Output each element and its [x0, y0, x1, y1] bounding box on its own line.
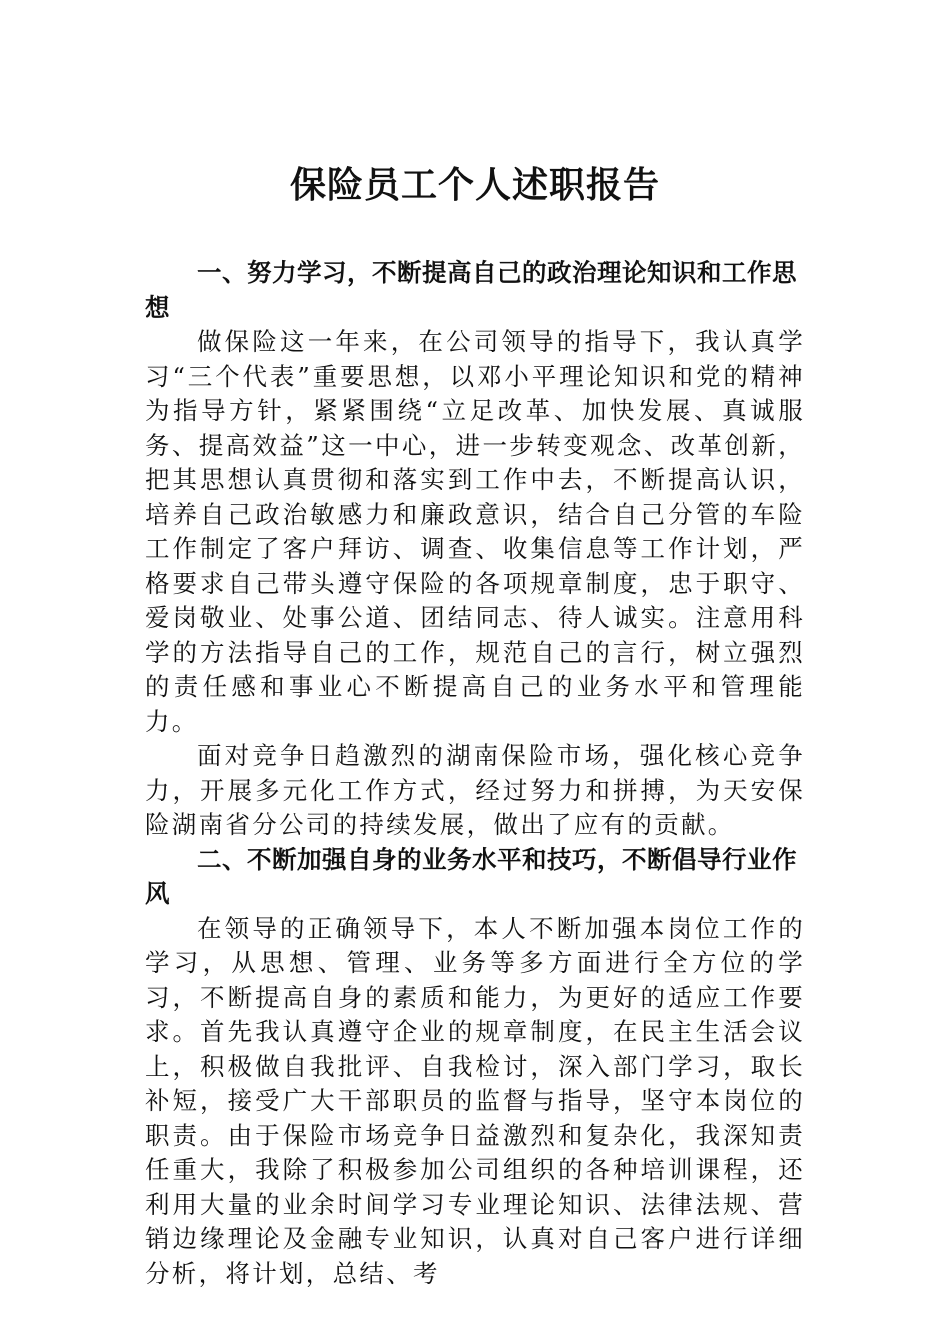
- section-1-paragraph-2: 面对竞争日趋激烈的湖南保险市场，强化核心竞争力，开展多元化工作方式，经过努力和拼搏，为天安保险湖南省分公司的持续发展，做出了应有的贡献。: [145, 741, 805, 839]
- section-heading-1: 一、努力学习，不断提高自己的政治理论知识和工作思想: [145, 258, 797, 322]
- document-title: 保险员工个人述职报告: [289, 164, 660, 206]
- document-body: [145, 256, 805, 1291]
- section-heading-2: 二、不断加强自身的业务水平和技巧，不断倡导行业作风: [145, 844, 797, 908]
- section-2-paragraph-1: 在领导的正确领导下，本人不断加强本岗位工作的学习，从思想、管理、业务等多方面进行全方位的学习，不断提高自身的素质和能力，为更好的适应工作要求。首先我认真遵守企业的规章制度，在民主生活会议上，积极做自我批评、自我检讨，深入部门学习，取长补短，接受广大干部职员的监督与指导，坚守本岗位的职责。由于保险市场竞争日益激烈和复杂化，我深知责任重大，我除了积极参加公司组织的各种培训课程，还利用大量的业余时间学习专业理论知识、法律法规、营销边缘理论及金融专业知识，认真对自己客户进行详细分析，将计划，总结、考: [145, 913, 805, 1288]
- section-1-paragraph-1: 做保险这一年来，在公司领导的指导下，我认真学习“三个代表”重要思想，以邓小平理论知识和党的精神为指导方针，紧紧围绕“立足改革、加快发展、真诚服务、提高效益”这一中心，进一步转变观念、改革创新，把其思想认真贯彻和落实到工作中去，不断提高认识，培养自己政治敏感力和廉政意识，结合自己分管的车险工作制定了客户拜访、调查、收集信息等工作计划，严格要求自己带头遵守保险的各项规章制度，忠于职守、爱岗敬业、处事公道、团结同志、待人诚实。注意用科学的方法指导自己的工作，规范自己的言行，树立强烈的责任感和事业心不断提高自己的业务水平和管理能力。: [145, 327, 805, 736]
